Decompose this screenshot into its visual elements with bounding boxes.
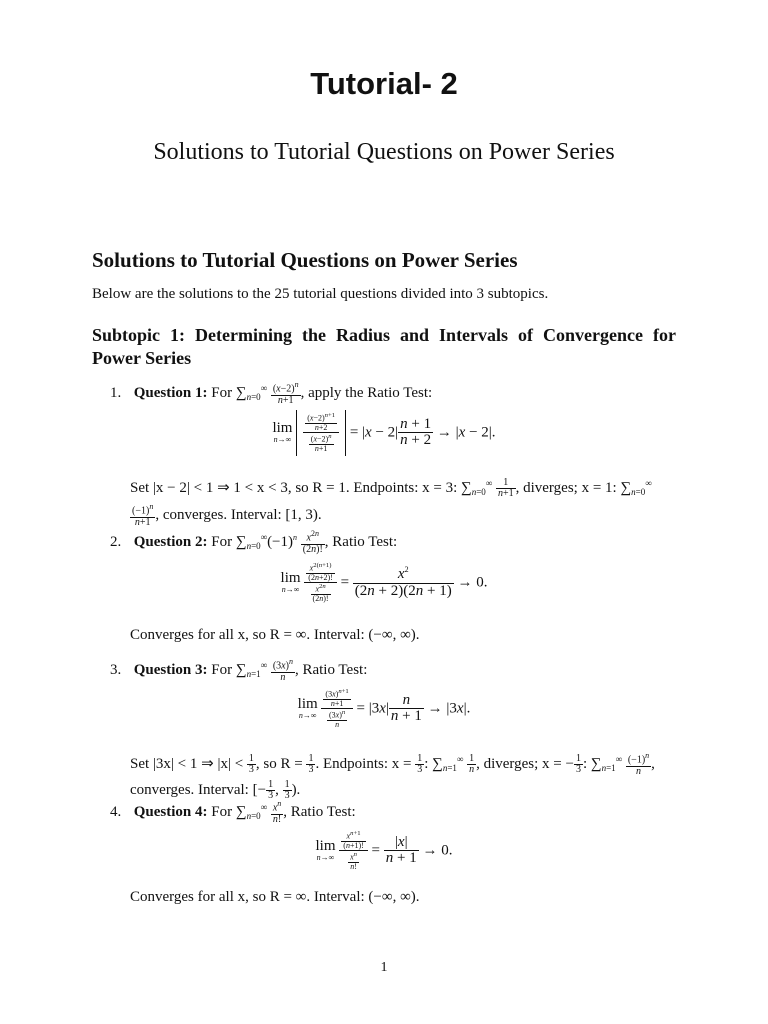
subtopic-heading: Subtopic 1: Determining the Radius and Intervals of Convergence for Power Series: [92, 325, 676, 368]
question-4-ratio-test: lim n→∞ $\frac{\frac{x^{n+1}}{(n+1)!}}{\frac{x^n}{n!}}$ = $\frac{|x|}{n + 1}$ → 0.: [315, 830, 453, 872]
question-4-statement: 4. Question 4: For $\sum_{n=0}^\infty$ $\frac{x^n}{n!}$ , Ratio Test:: [110, 798, 356, 825]
question-number: 3.: [110, 662, 122, 678]
question-2-ratio-test: lim n→∞ $\frac{\frac{x^{2(n+1)}}{(2n+2)!}}{\frac{x^{2n}}{(2n)!}}$ = $\frac{x^2}{(2n + 2)(2n + 1)}$ → 0.: [280, 562, 488, 604]
question-2-conclusion: Converges for all x, so R = ∞. Interval: (−∞, ∞).: [130, 627, 420, 643]
question-label: Question 2:: [133, 534, 208, 550]
document-subtitle: Solutions to Tutorial Questions on Power Series: [153, 139, 615, 165]
question-3-statement: 3. Question 3: For $\sum_{n=1}^\infty$ $\frac{(3x)^n}{n}$ , Ratio Test:: [110, 656, 368, 683]
question-number: 2.: [110, 534, 122, 550]
question-2-statement: 2. Question 2: For $\sum_{n=0}^\infty(-1)^n$ $\frac{x^{2n}}{(2n)!}$ , Ratio Test:: [110, 528, 398, 555]
question-1-conclusion: Set |x − 2| < 1 ⇒ 1 < x < 3, so R = 1. Endpoints: x = 3: $\sum_{n=0}^\infty$ $\frac{1}{n+1}$ , diverges; x = 1: $\sum_{n=0}^\infty$ $\frac{(-1)^n}{n+1}$ , converges. Interval: [1, 3).: [130, 476, 652, 528]
section-intro: Below are the solutions to the 25 tutorial questions divided into 3 subtopics.: [92, 286, 549, 302]
question-1-statement: 1. Question 1: For $\sum_{n=0}^\infty$ $\frac{(x-2)^n}{n+1}$ , apply the Ratio Test:: [110, 379, 433, 406]
section-heading: Solutions to Tutorial Questions on Power Series: [92, 248, 518, 272]
question-label: Question 1:: [133, 385, 208, 401]
page-number: 1: [380, 960, 388, 975]
question-3-conclusion: Set |3x| < 1 ⇒ |x| < $\frac{1}{3}$ , so R = $\frac{1}{3}$ . Endpoints: x = $\frac{1}{3}$ : $\sum_{n=1}^\infty$ $\frac{1}{n}$ , diverges; x = − $\frac{1}{3}$ : $\sum_{n=1}^\infty$ $\frac{(-1)^n}{n}$ , converges. Interval: [− $\frac{1}{3}$ , $\frac{1}{3}$ ).: [130, 750, 655, 802]
document-title: Tutorial- 2: [310, 66, 458, 101]
question-number: 4.: [110, 804, 122, 820]
question-4-conclusion: Converges for all x, so R = ∞. Interval: (−∞, ∞).: [130, 889, 420, 905]
question-number: 1.: [110, 385, 122, 401]
question-3-ratio-test: lim n→∞ $\frac{\frac{(3x)^{n+1}}{n+1}}{\frac{(3x)^n}{n}}$ = |3x| $\frac{n}{n + 1}$ → |3x|.: [297, 688, 471, 730]
question-label: Question 3:: [133, 662, 208, 678]
question-1-ratio-test: lim n→∞ $\frac{\frac{(x-2)^{n+1}}{n+2}}{\frac{(x-2)^n}{n+1}}$ = |x − 2| $\frac{n + 1}{n + 2}$ → |x − 2|.: [0, 410, 768, 456]
question-label: Question 4:: [133, 804, 208, 820]
